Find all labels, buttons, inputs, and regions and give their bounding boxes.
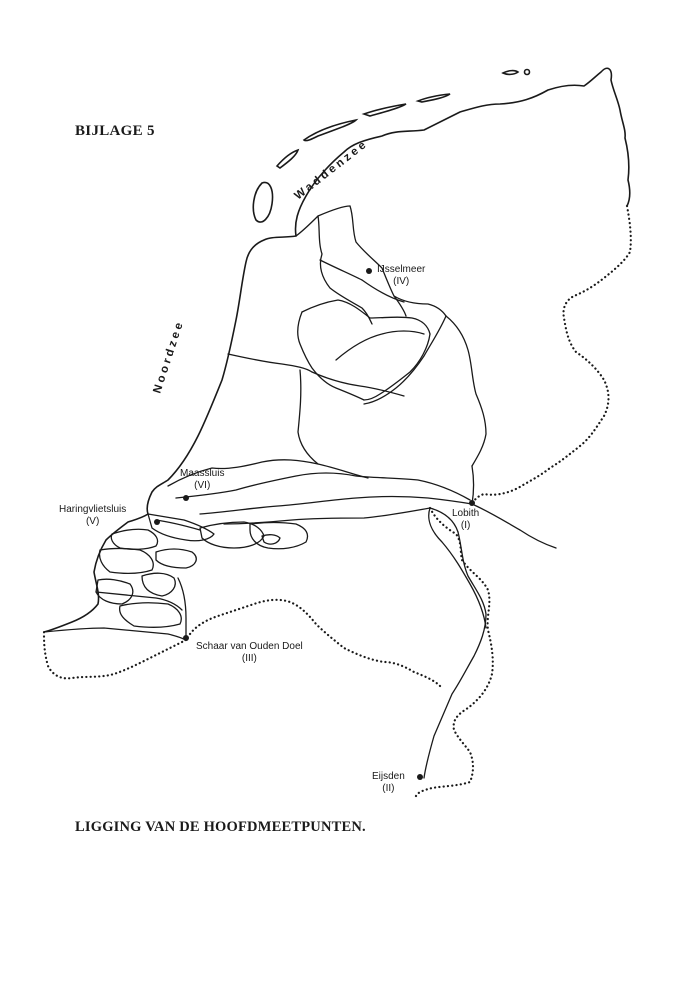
amsterdam-connect <box>312 372 404 396</box>
island-schiermonnikoog <box>418 94 450 102</box>
station-name: Eijsden <box>372 771 405 782</box>
flevoland-inner <box>336 331 424 360</box>
station-label-maassluis <box>180 468 224 492</box>
station-number: (III) <box>241 653 257 664</box>
station-label-haringvlietsluis <box>59 504 126 528</box>
ijsselmeer-west-shore <box>318 216 372 324</box>
rivers <box>168 260 556 778</box>
noordoostpolder <box>394 296 446 316</box>
station-label-schaar-van-ouden-doel <box>196 641 303 665</box>
zuid-beveland <box>120 603 182 628</box>
island-texel <box>253 182 272 222</box>
island-vlieland <box>277 150 298 168</box>
station-label-lobith <box>452 508 479 532</box>
station-label-ijsselmeer <box>377 264 425 288</box>
schouwen <box>99 549 153 574</box>
biesbosch <box>262 535 280 544</box>
island-terschelling <box>304 120 356 141</box>
coastline <box>44 68 630 632</box>
tholen <box>142 573 175 596</box>
station-dot-schaar-van-ouden-doel <box>183 635 189 641</box>
station-number: (IV) <box>393 276 410 287</box>
national-border <box>44 206 631 796</box>
document-title: BIJLAGE 5 <box>75 123 155 139</box>
dordrecht-island <box>250 523 308 549</box>
afsluitdijk <box>296 206 350 236</box>
ijssel-east <box>446 316 486 466</box>
station-dot-haringvlietsluis <box>154 519 160 525</box>
station-name: Schaar van Ouden Doel <box>196 641 303 652</box>
station-dot-maassluis <box>183 495 189 501</box>
north-sea-canal <box>228 354 312 372</box>
oosterschelde <box>96 592 182 610</box>
flevoland-north <box>302 300 430 334</box>
station-dot-lobith <box>469 500 475 506</box>
sea-label-noordzee: Noordzee <box>151 318 187 395</box>
walcheren <box>96 579 133 604</box>
station-dot-ijsselmeer <box>366 268 372 274</box>
station-name: Maassluis <box>180 468 225 479</box>
haringvliet <box>156 520 200 530</box>
maas-south <box>424 532 486 778</box>
goeree <box>111 529 157 549</box>
flakkee <box>156 549 196 568</box>
flevoland-east <box>364 334 430 400</box>
westerschelde <box>44 628 186 640</box>
station-name: Lobith <box>452 508 480 519</box>
island-ameland <box>364 104 406 116</box>
flevoland-west <box>298 312 364 400</box>
station-label-eijsden <box>372 771 405 795</box>
volkerak <box>178 578 186 640</box>
wadden-islands <box>253 70 529 223</box>
hoeksche-waard <box>200 522 264 548</box>
ijssel-to-lobith <box>472 466 474 504</box>
island-rottumerplaat <box>525 70 530 75</box>
sea-label-waddenzee: Waddenzee <box>292 137 371 203</box>
veluwemeer <box>364 316 446 404</box>
station-number: (I) <box>460 520 471 531</box>
station-name: IJsselmeer <box>377 264 426 275</box>
station-number: (VI) <box>194 480 211 491</box>
station-dot-eijsden <box>417 774 423 780</box>
amsterdam-rhine-canal <box>298 370 318 464</box>
delta-islands <box>44 514 308 640</box>
station-name: Haringvlietsluis <box>59 504 127 515</box>
station-number: (II) <box>382 783 395 794</box>
island-rottumeroog <box>503 71 518 75</box>
document-caption: LIGGING VAN DE HOOFDMEETPUNTEN. <box>75 819 366 835</box>
rhine-germany <box>472 504 556 548</box>
station-number: (V) <box>85 516 100 527</box>
